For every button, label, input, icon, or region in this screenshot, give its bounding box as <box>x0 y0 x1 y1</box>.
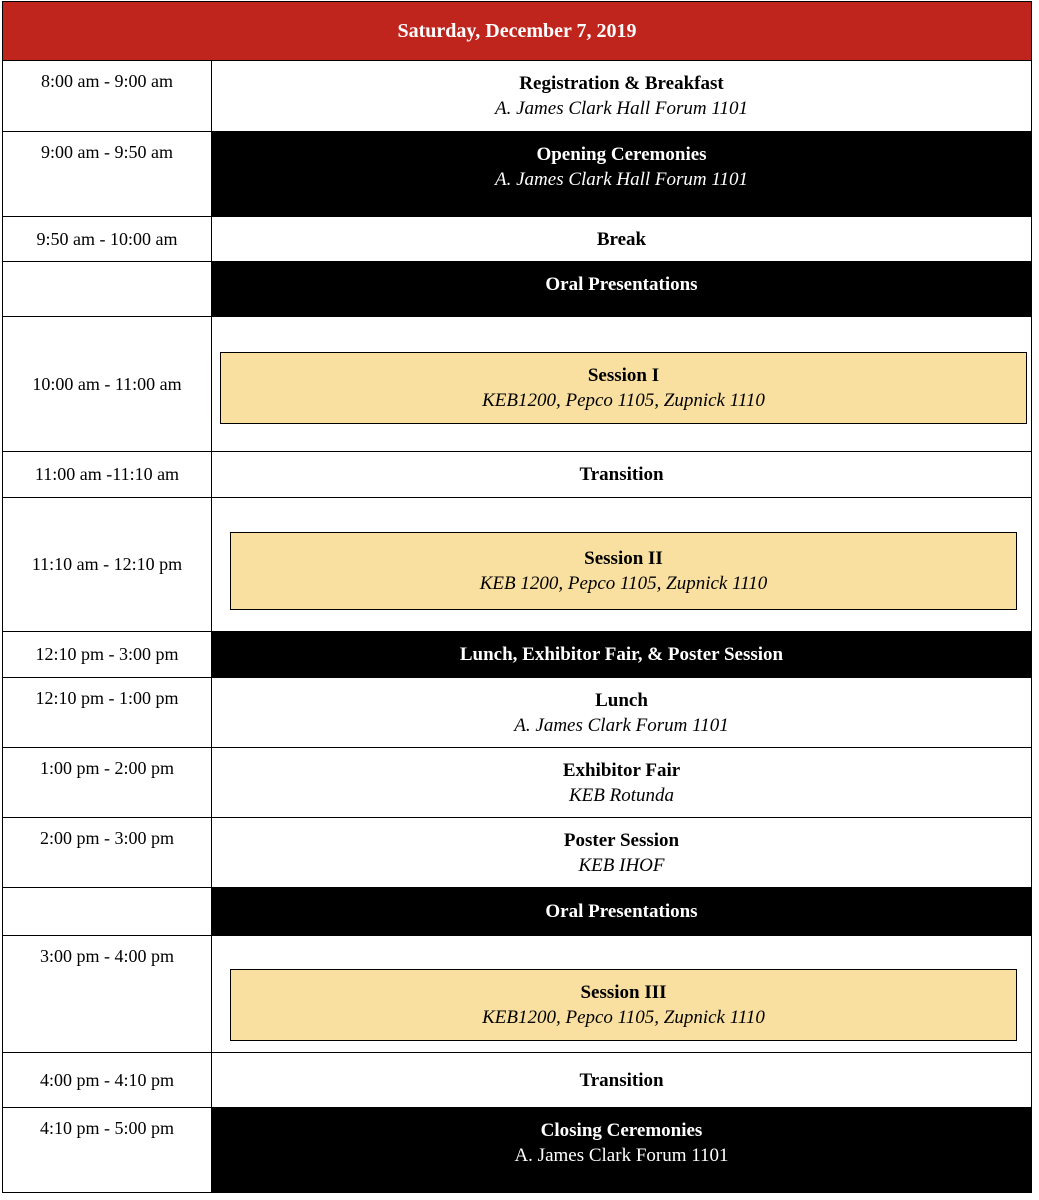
schedule-row-opening <box>3 132 1031 217</box>
event-cell <box>212 1108 1031 1192</box>
event-cell <box>212 498 1031 631</box>
time-cell <box>3 818 212 887</box>
time-cell <box>3 498 212 631</box>
time-cell <box>3 217 212 261</box>
event-title: Transition <box>579 464 664 485</box>
time-text: 9:00 am - 9:50 am <box>41 142 173 162</box>
event-title: Lunch <box>595 690 648 711</box>
time-text: 12:10 pm - 1:00 pm <box>35 688 179 708</box>
time-cell <box>3 317 212 451</box>
schedule-row-session-iii <box>3 936 1031 1053</box>
time-cell <box>3 1053 212 1107</box>
event-cell <box>212 678 1031 747</box>
schedule-row-exhibitor-fair <box>3 748 1031 818</box>
time-text: 10:00 am - 11:00 am <box>32 373 182 394</box>
schedule-row-transition <box>3 452 1031 498</box>
time-text: 11:10 am - 12:10 pm <box>31 554 183 574</box>
event-location: A. James Clark Forum 1101 <box>514 1145 729 1166</box>
event-cell <box>212 1053 1031 1107</box>
event-cell <box>212 317 1031 451</box>
event-title: Lunch, Exhibitor Fair, & Poster Session <box>459 644 784 665</box>
event-title: Break <box>596 228 647 250</box>
schedule-row-break <box>3 217 1031 262</box>
schedule-row-session-i <box>3 317 1031 452</box>
event-cell <box>212 452 1031 497</box>
event-location: KEB Rotunda <box>568 785 675 806</box>
time-text: 4:10 pm - 5:00 pm <box>40 1118 174 1138</box>
event-cell <box>212 61 1031 131</box>
time-text: 4:00 pm - 4:10 pm <box>40 1069 174 1090</box>
schedule-table <box>2 1 1032 1193</box>
schedule-row-oral-presentations <box>3 888 1031 936</box>
event-title: Registration & Breakfast <box>519 73 724 94</box>
time-cell <box>3 132 212 216</box>
event-location: KEB IHOF <box>578 855 665 876</box>
schedule-row-closing <box>3 1108 1031 1192</box>
event-title: Poster Session <box>563 830 680 851</box>
event-cell <box>212 262 1031 316</box>
schedule-row-poster-session <box>3 818 1031 888</box>
event-cell <box>212 632 1031 677</box>
time-cell <box>3 678 212 747</box>
session-title: Session II <box>584 547 663 569</box>
session-rooms: KEB1200, Pepco 1105, Zupnick 1110 <box>482 1006 765 1028</box>
time-text: 11:00 am -11:10 am <box>34 464 180 484</box>
event-cell <box>212 936 1031 1052</box>
event-location: A. James Clark Hall Forum 1101 <box>495 98 748 119</box>
time-text: 8:00 am - 9:00 am <box>41 71 173 91</box>
event-title: Closing Ceremonies <box>540 1120 703 1141</box>
event-title: Exhibitor Fair <box>562 760 681 781</box>
time-cell <box>3 632 212 677</box>
time-text: 2:00 pm - 3:00 pm <box>40 828 174 848</box>
event-cell <box>212 818 1031 887</box>
time-text: 3:00 pm - 4:00 pm <box>40 946 174 966</box>
session-box <box>220 352 1027 424</box>
event-title: Oral Presentations <box>545 274 698 295</box>
time-text: 1:00 pm - 2:00 pm <box>40 758 174 778</box>
schedule-row-lunch <box>3 678 1031 748</box>
time-cell <box>3 452 212 497</box>
session-rooms: KEB 1200, Pepco 1105, Zupnick 1110 <box>479 572 768 594</box>
schedule-row-transition <box>3 1053 1031 1108</box>
time-cell <box>3 936 212 1052</box>
session-rooms: KEB1200, Pepco 1105, Zupnick 1110 <box>482 389 765 411</box>
time-cell <box>3 888 212 935</box>
schedule-row-lunch-block <box>3 632 1031 678</box>
event-cell <box>212 132 1031 216</box>
time-cell <box>3 262 212 316</box>
time-cell <box>3 1108 212 1192</box>
event-title: Opening Ceremonies <box>536 144 707 165</box>
event-title: Transition <box>579 1069 664 1091</box>
event-title: Oral Presentations <box>545 901 698 922</box>
session-box <box>230 969 1017 1041</box>
event-cell <box>212 888 1031 935</box>
event-cell <box>212 748 1031 817</box>
schedule-row-session-ii <box>3 498 1031 632</box>
time-text: 9:50 am - 10:00 am <box>36 228 178 249</box>
schedule-row-registration <box>3 61 1031 132</box>
schedule-row-oral-presentations <box>3 262 1031 317</box>
event-location: A. James Clark Hall Forum 1101 <box>495 169 748 190</box>
event-location: A. James Clark Forum 1101 <box>514 715 729 736</box>
date-header: Saturday, December 7, 2019 <box>3 2 1031 61</box>
time-text: 12:10 pm - 3:00 pm <box>35 644 179 664</box>
time-cell <box>3 61 212 131</box>
event-cell <box>212 217 1031 261</box>
session-title: Session I <box>587 364 660 386</box>
time-cell <box>3 748 212 817</box>
session-title: Session III <box>580 981 667 1003</box>
session-box <box>230 532 1017 610</box>
